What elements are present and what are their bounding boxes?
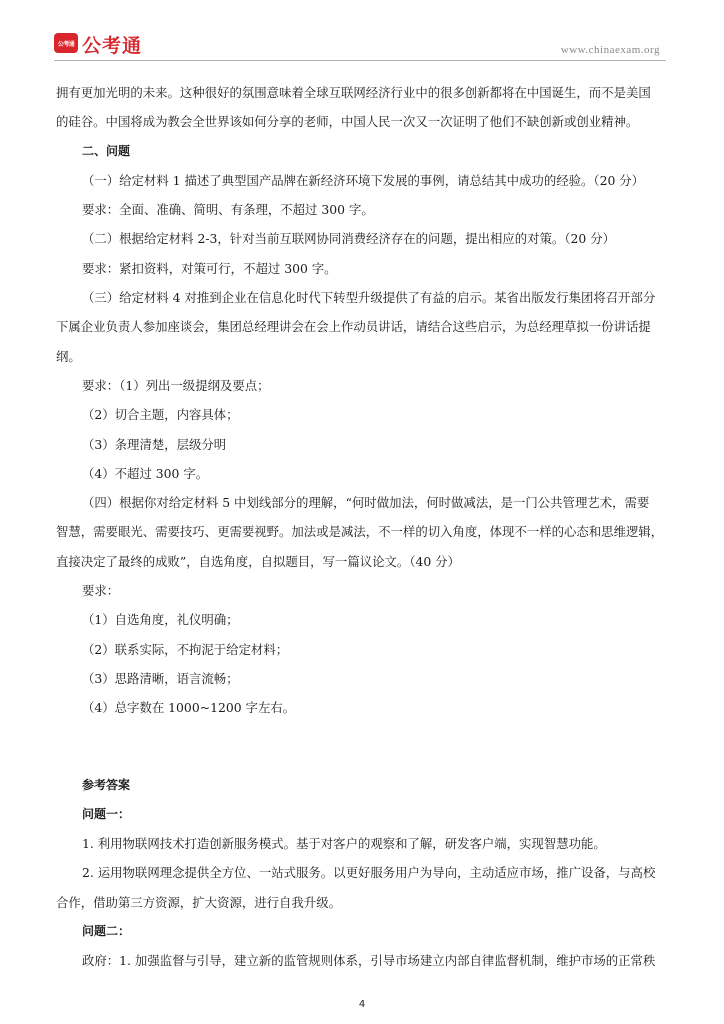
section-title: 二、问题 — [82, 143, 131, 158]
brand-name: 公考通 — [82, 35, 143, 57]
question-4-requirement: 要求： — [82, 583, 120, 599]
question-3-requirement: 要求：（1）列出一级提纲及要点； — [82, 377, 270, 393]
requirement-item: （1）自选角度，礼仪明确； — [82, 612, 239, 628]
answer-1-line: 合作，借助第三方资源，扩大资源，进行自我升级。 — [56, 894, 341, 910]
paragraph-line: 拥有更加光明的未来。这种很好的氛围意味着全球互联网经济行业中的很多创新都将在中国诞生，而不是美国 — [56, 85, 651, 100]
requirement-item: （4）不超过 300 字。 — [82, 465, 209, 481]
answer-2-title: 问题二： — [82, 924, 131, 939]
answer-2-line: 政府：1. 加强监督与引导，建立新的监管规则体系，引导市场建立内部自律监督机制，维护市场的正常秩 — [82, 953, 656, 969]
site-url: www.chinaexam.org — [560, 44, 660, 56]
question-4-cont: 智慧，需要眼光、需要技巧、更需要视野。加法或是减法，不一样的切入角度，体现不一样的心态和思维逻辑， — [56, 524, 664, 540]
question-4-cont: 直接决定了最终的成败”，自选角度，自拟题目，写一篇议论文。（40 分） — [56, 553, 460, 569]
question-1: （一）给定材料 1 描述了典型国产品牌在新经济环境下发展的事例，请总结其中成功的经验。（20 分） — [82, 172, 645, 188]
document-body — [56, 78, 668, 976]
requirement-item: （2）切合主题，内容具体； — [82, 407, 239, 423]
question-2-requirement: 要求：紧扣资料，对策可行，不超过 300 字。 — [82, 260, 337, 276]
answer-1-title: 问题一： — [82, 806, 131, 821]
answer-title: 参考答案 — [82, 777, 131, 792]
question-4: （四）根据你对给定材料 5 中划线部分的理解，“何时做加法，何时做减法，是一门公共管理艺术，需要 — [82, 495, 650, 511]
question-1-requirement: 要求：全面、准确、简明、有条理，不超过 300 字。 — [82, 202, 374, 218]
requirement-item: （2）联系实际，不拘泥于给定材料； — [82, 641, 289, 657]
question-3: （三）给定材料 4 对推到企业在信息化时代下转型升级提供了有益的启示。某省出版发行集团将召开部分 — [82, 290, 656, 306]
page-number: 4 — [358, 999, 366, 1010]
question-2: （二）根据给定材料 2-3，针对当前互联网协同消费经济存在的问题，提出相应的对策。（20 分） — [82, 231, 616, 247]
header-divider — [54, 60, 666, 61]
requirement-item: （4）总字数在 1000~1200 字左右。 — [82, 700, 296, 716]
spacer — [56, 723, 668, 771]
answer-1-line: 2. 运用物联网理念提供全方位、一站式服务。以更好服务用户为导向，主动适应市场，推广设备，与高校 — [82, 865, 656, 881]
page-header — [0, 0, 724, 64]
requirement-item: （3）思路清晰，语言流畅； — [82, 670, 239, 686]
paragraph-line: 的硅谷。中国将成为教会全世界该如何分享的老师，中国人民一次又一次证明了他们不缺创新或创业精神。 — [56, 114, 639, 130]
answer-1-line: 1. 利用物联网技术打造创新服务模式。基于对客户的观察和了解，研发客户端，实现智慧功能。 — [82, 836, 606, 852]
question-3-cont: 下属企业负责人参加座谈会，集团总经理讲会在会上作动员讲话，请结合这些启示，为总经理草拟一份讲话提 — [56, 319, 651, 335]
brand-logo-icon: 公考通 — [54, 33, 78, 53]
question-3-cont: 纲。 — [56, 348, 81, 364]
requirement-item: （3）条理清楚，层级分明 — [82, 436, 227, 452]
